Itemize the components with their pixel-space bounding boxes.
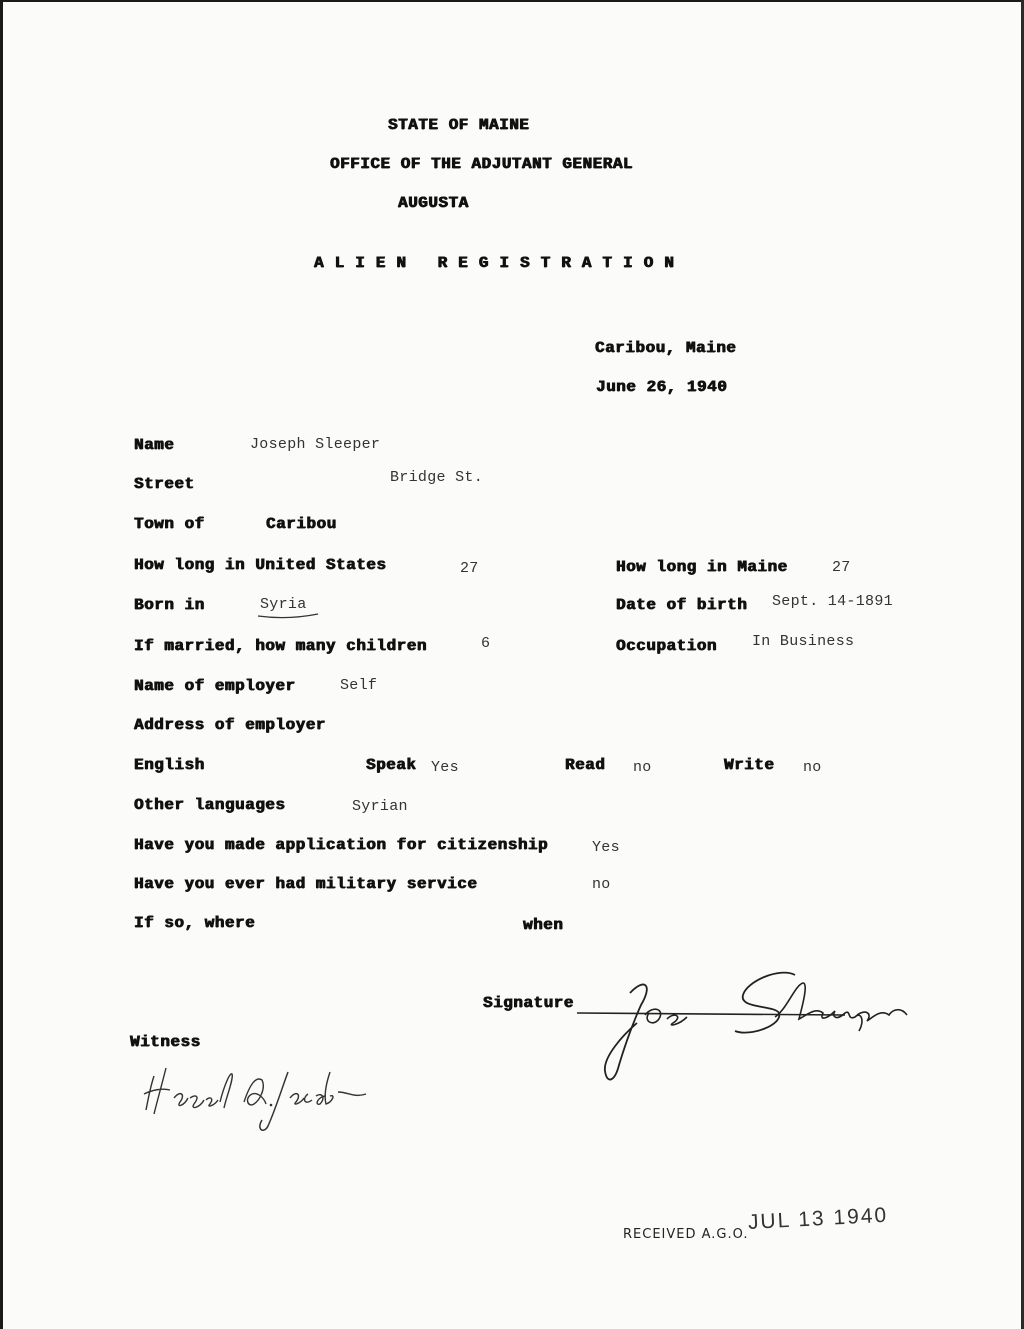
born-in-label: Born in — [134, 596, 205, 614]
when-label: when — [523, 916, 564, 934]
name-label: Name — [134, 436, 175, 454]
read-value: no — [633, 759, 652, 776]
other-languages-value: Syrian — [352, 798, 408, 815]
employer-address-label: Address of employer — [134, 716, 326, 734]
employer-label: Name of employer — [134, 677, 296, 695]
witness-label: Witness — [130, 1033, 201, 1051]
letterhead-state: STATE OF MAINE — [388, 116, 530, 134]
occupation-label: Occupation — [616, 637, 718, 655]
if-so-where-label: If so, where — [134, 914, 256, 932]
years-us-label: How long in United States — [134, 556, 387, 574]
form-title: ALIEN REGISTRATION — [314, 254, 685, 272]
date: June 26, 1940 — [596, 378, 728, 396]
military-value: no — [592, 876, 611, 893]
dob-value: Sept. 14-1891 — [772, 593, 893, 610]
street-label: Street — [134, 475, 195, 493]
speak-label: Speak — [366, 756, 417, 774]
place: Caribou, Maine — [595, 339, 737, 357]
children-value: 6 — [481, 635, 491, 652]
occupation-value: In Business — [752, 633, 855, 650]
children-label: If married, how many children — [134, 637, 427, 655]
born-in-value: Syria — [260, 596, 307, 613]
years-maine-label: How long in Maine — [616, 558, 788, 576]
town-label: Town of — [134, 515, 205, 533]
signature-label: Signature — [483, 994, 574, 1012]
years-us-value: 27 — [460, 560, 479, 577]
military-label: Have you ever had military service — [134, 875, 478, 893]
born-in-underline — [258, 612, 320, 620]
letterhead-city: AUGUSTA — [398, 194, 469, 212]
dob-label: Date of birth — [616, 596, 748, 614]
name-value: Joseph Sleeper — [250, 436, 381, 453]
read-label: Read — [565, 756, 606, 774]
years-maine-value: 27 — [832, 559, 851, 576]
write-label: Write — [724, 756, 775, 774]
other-languages-label: Other languages — [134, 796, 286, 814]
citizenship-label: Have you made application for citizenship — [134, 836, 549, 854]
received-stamp-date: JUL 13 1940 — [747, 1203, 889, 1234]
street-value: Bridge St. — [390, 469, 484, 486]
speak-value: Yes — [431, 759, 459, 776]
received-stamp: RECEIVED A.G.O. — [623, 1227, 749, 1242]
employer-value: Self — [340, 677, 378, 694]
signature — [575, 965, 945, 1095]
town-value: Caribou — [266, 515, 337, 533]
witness-signature — [140, 1058, 370, 1138]
english-label: English — [134, 756, 205, 774]
citizenship-value: Yes — [592, 839, 620, 856]
letterhead-office: OFFICE OF THE ADJUTANT GENERAL — [330, 155, 634, 173]
write-value: no — [803, 759, 822, 776]
